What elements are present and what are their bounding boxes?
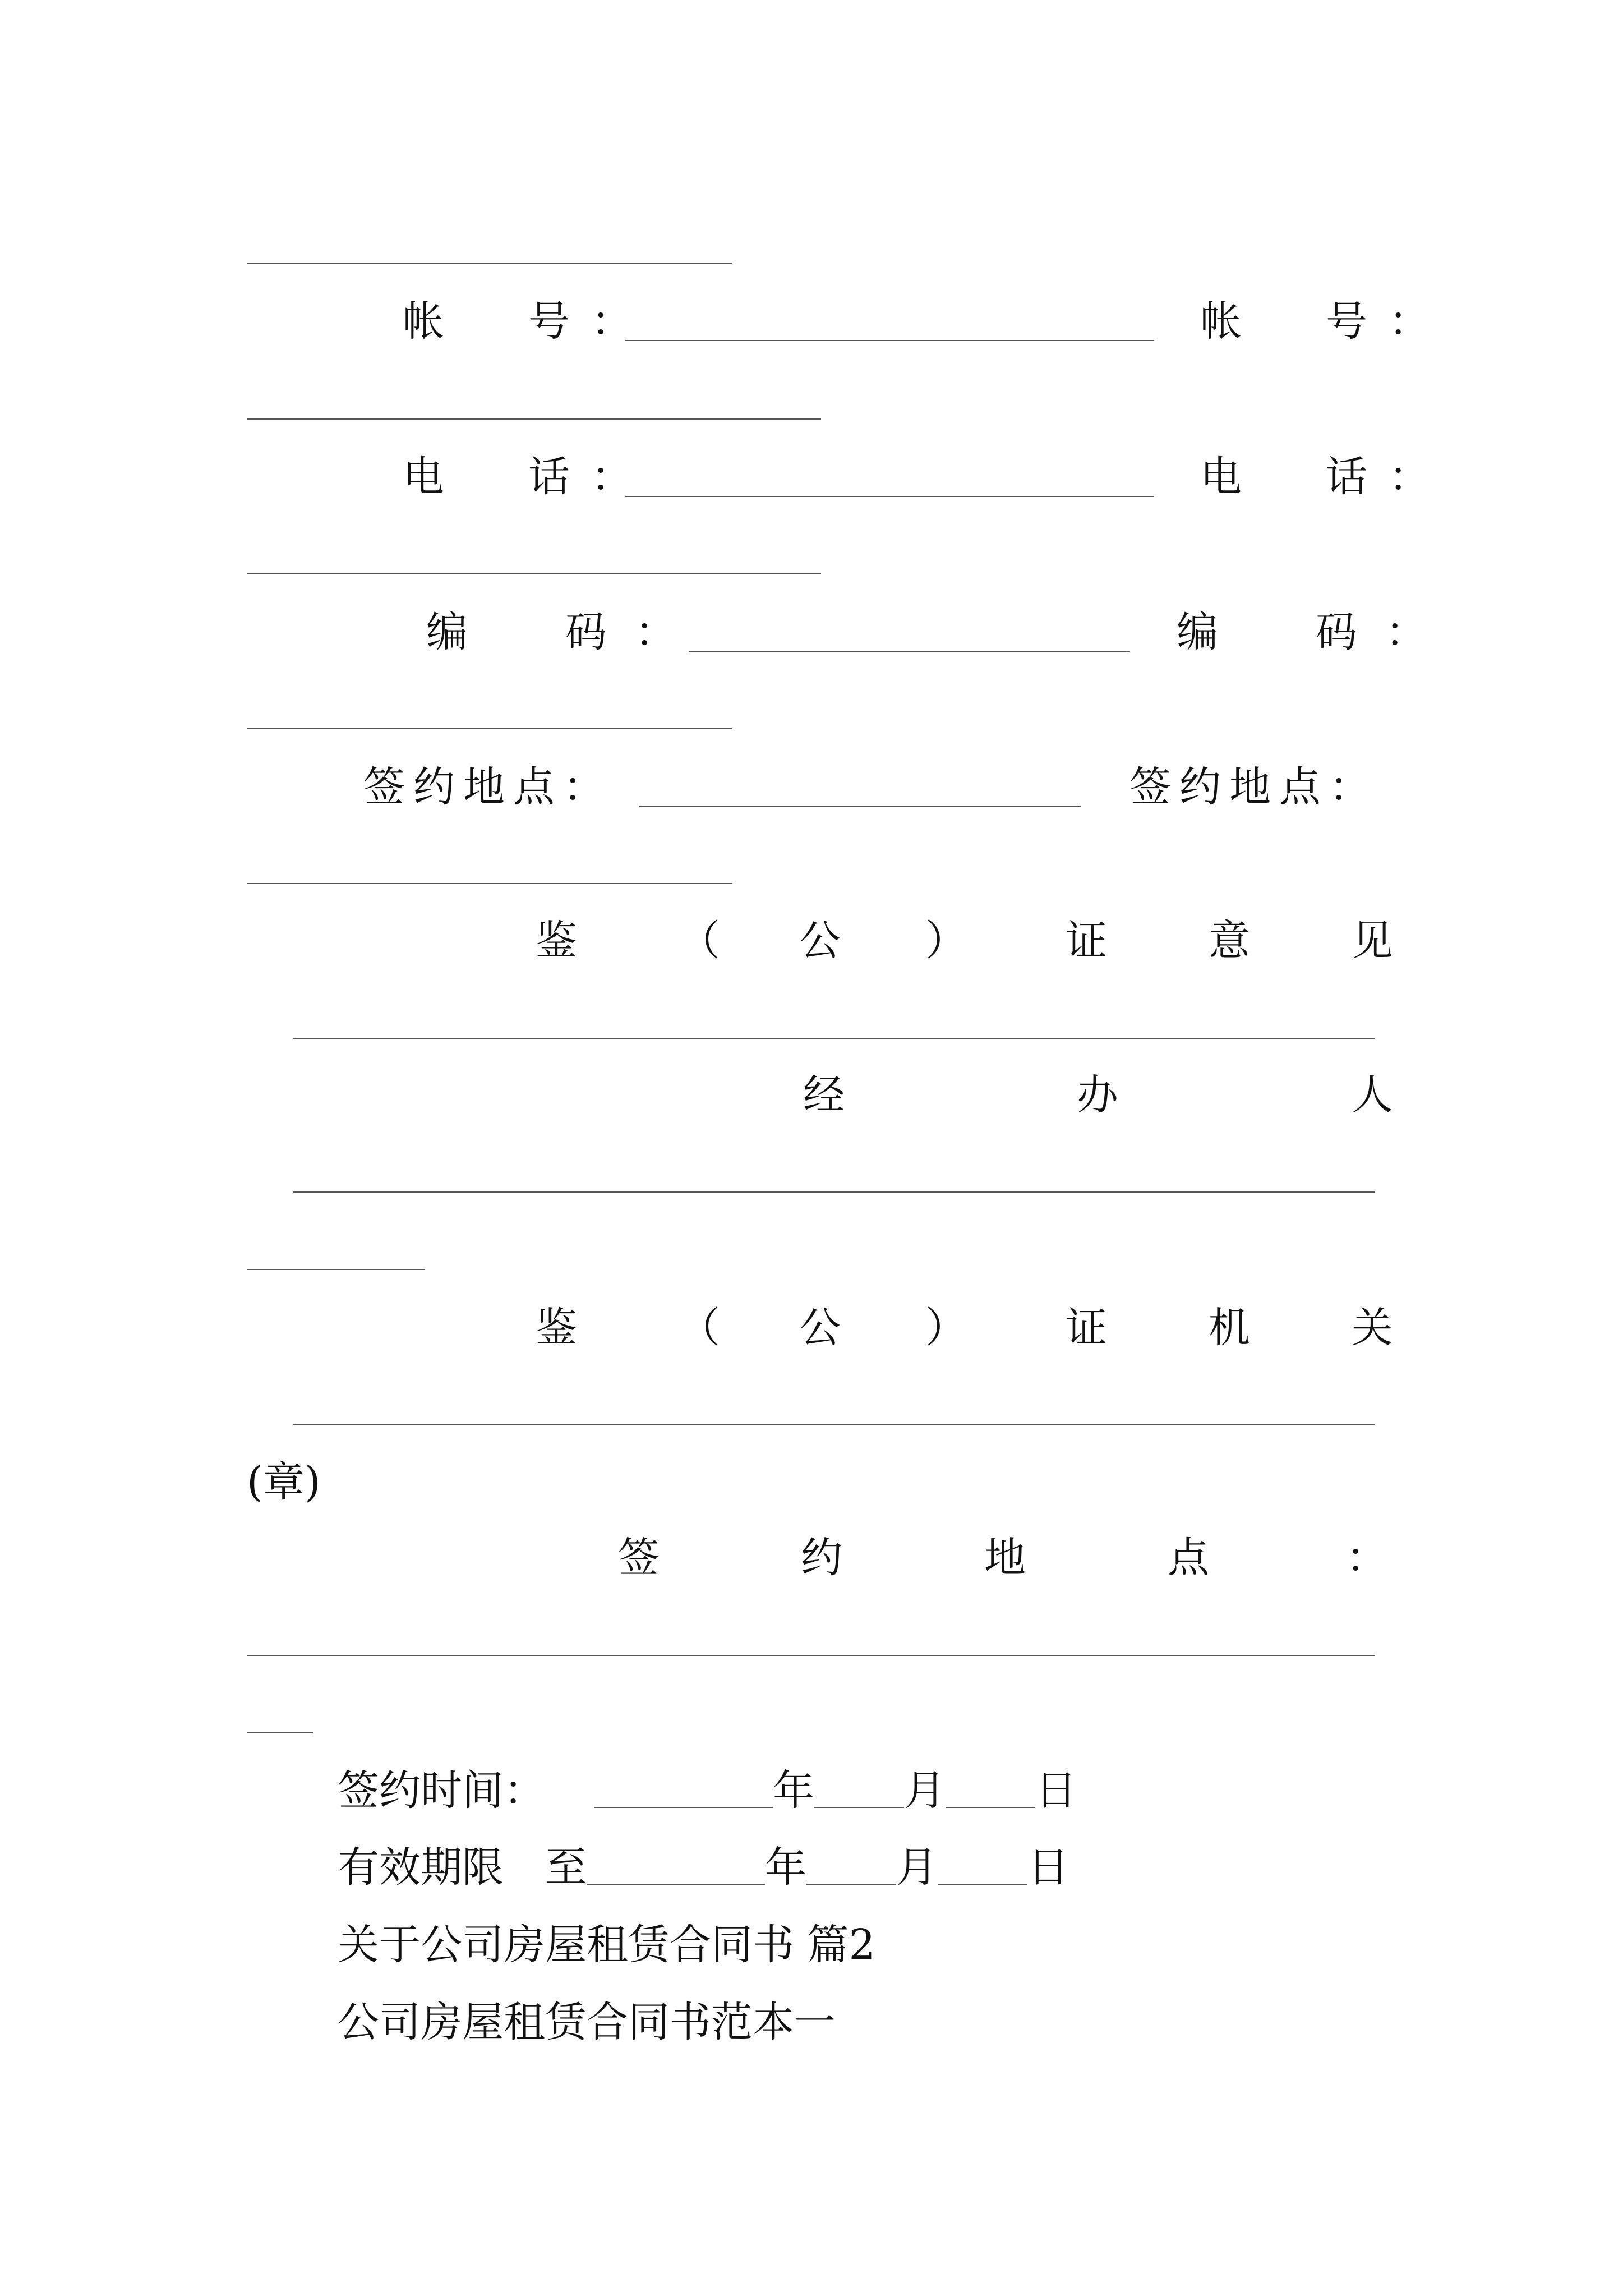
sign-place-line-cont	[247, 1732, 313, 1733]
notary-authority-char: 机	[1209, 1304, 1250, 1352]
sign-place-char: 点	[1168, 1534, 1209, 1582]
validity-year-label: 年	[765, 1843, 806, 1892]
section-subheading: 公司房屋租赁合同书范本一	[338, 1998, 836, 2046]
account-label-right: 帐 号：	[1200, 297, 1451, 346]
notary-authority-line[interactable]	[293, 1424, 1375, 1425]
notary-opinion-char: 证	[1066, 917, 1107, 965]
notary-opinion-char: （	[679, 917, 720, 965]
seal-label: (章)	[247, 1458, 321, 1506]
phone-label-left: 电 话：	[403, 453, 654, 501]
signing-time-label: 签约时间：	[338, 1766, 545, 1815]
sign-place-char: 地	[984, 1534, 1026, 1582]
signing-time-row	[338, 1766, 1077, 1815]
phone-field-right[interactable]	[247, 573, 821, 574]
account-field-right[interactable]	[247, 418, 821, 420]
notary-authority-char: 证	[1066, 1304, 1107, 1352]
place-label-right: 签约地点：	[1129, 763, 1379, 811]
notary-authority-char: 鉴	[536, 1304, 577, 1352]
notary-opinion-char: 意	[1209, 917, 1250, 965]
validity-year-field[interactable]	[587, 1850, 765, 1885]
section-heading: 关于公司房屋租赁合同书 篇2	[338, 1921, 875, 1969]
notary-opinion-line[interactable]	[293, 1038, 1375, 1039]
signing-year-field[interactable]	[594, 1773, 773, 1808]
signing-month-label: 月	[904, 1766, 946, 1815]
handler-char: 人	[1352, 1071, 1393, 1119]
sign-place-line[interactable]	[247, 1655, 1375, 1656]
handler-line-cont	[247, 1269, 425, 1270]
place-label-left: 签约地点：	[363, 763, 613, 811]
postcode-label-right: 编 码：	[1177, 608, 1455, 656]
signing-month-field[interactable]	[814, 1773, 904, 1808]
postcode-field-left[interactable]	[689, 651, 1130, 652]
notary-opinion-char: 见	[1352, 917, 1393, 965]
notary-authority-char: 关	[1352, 1304, 1393, 1352]
sign-place-char: ：	[1346, 1534, 1387, 1582]
validity-label: 有效期限 至	[338, 1843, 587, 1892]
postcode-field-right[interactable]	[247, 728, 732, 729]
phone-label-right: 电 话：	[1200, 453, 1451, 501]
account-label-left: 帐 号：	[403, 297, 654, 346]
postcode-label-left: 编 码：	[426, 608, 704, 656]
notary-opinion-char: 鉴	[536, 917, 577, 965]
account-field-left[interactable]	[625, 340, 1154, 341]
notary-opinion-char: ）	[925, 917, 967, 965]
handler-char: 办	[1077, 1071, 1118, 1119]
notary-authority-char: ）	[925, 1304, 967, 1352]
handler-line[interactable]	[293, 1191, 1375, 1193]
validity-day-field[interactable]	[938, 1850, 1027, 1885]
blank-line	[247, 263, 732, 264]
sign-place-char: 约	[801, 1534, 842, 1582]
phone-field-left[interactable]	[625, 496, 1154, 497]
sign-place-char: 签	[618, 1534, 660, 1582]
validity-row	[338, 1843, 1069, 1892]
handler-char: 经	[803, 1071, 845, 1119]
notary-authority-char: 公	[799, 1304, 841, 1352]
place-field-right[interactable]	[247, 883, 732, 884]
validity-month-label: 月	[896, 1843, 938, 1892]
validity-day-label: 日	[1027, 1843, 1069, 1892]
signing-day-label: 日	[1035, 1766, 1077, 1815]
validity-month-field[interactable]	[806, 1850, 896, 1885]
place-field-left[interactable]	[639, 806, 1081, 807]
notary-opinion-char: 公	[799, 917, 841, 965]
signing-year-label: 年	[773, 1766, 814, 1815]
signing-day-field[interactable]	[946, 1773, 1035, 1808]
notary-authority-char: （	[679, 1304, 720, 1352]
